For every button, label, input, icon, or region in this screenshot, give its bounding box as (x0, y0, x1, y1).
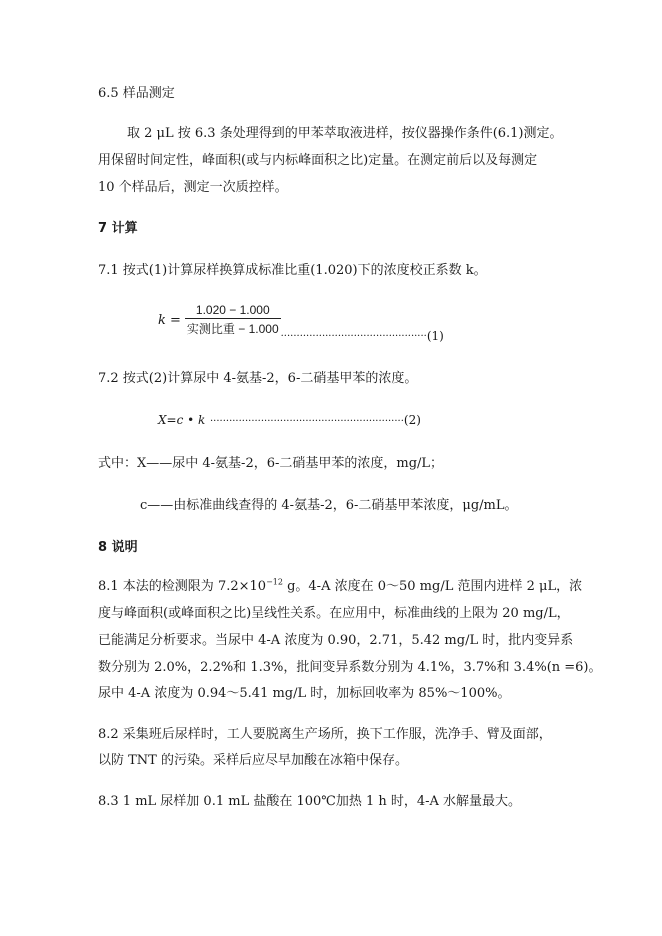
equation-1-leader-dots: ·············································· (280, 331, 427, 342)
equation-2-expression: X=c • k (158, 413, 206, 427)
equation-2-leader-dots: ····························································· (210, 416, 404, 427)
clause-8-3: 8.3 1 mL 尿样加 0.1 mL 盐酸在 100℃加热 1 h 时，4-A 水解量最大。 (98, 794, 522, 809)
clause-8-1-text: 8.1 本法的检测限为 7.2×10 (98, 579, 267, 594)
paragraph-line: 以防 TNT 的污染。采样后应尽早加酸在冰箱中保存。 (98, 753, 408, 768)
equation-1-numerator: 1.020 − 1.000 (185, 303, 281, 319)
section-7-heading: 7 计算 (98, 221, 138, 236)
section-6-5-heading: 6.5 样品测定 (98, 86, 175, 101)
paragraph-line: 尿中 4-A 浓度为 0.94～5.41 mg/L 时，加标回收率为 85%～100%。 (98, 686, 511, 701)
equation-2-number: (2) (403, 413, 421, 427)
paragraph-line: 已能满足分析要求。当尿中 4-A 浓度为 0.90，2.71，5.42 mg/L 时，批内变异系 (98, 633, 574, 648)
equation-1-fraction (185, 303, 281, 337)
clause-7-2: 7.2 按式(2)计算尿中 4-氨基-2，6-二硝基甲苯的浓度。 (98, 371, 418, 386)
clause-8-1-line (98, 579, 582, 595)
detection-limit-exponent: −12 (266, 577, 283, 587)
where-clause-c: c——由标准曲线查得的 4-氨基-2，6-二硝基甲苯浓度，μg/mL。 (140, 498, 518, 513)
clause-8-2-line: 8.2 采集班后尿样时，工人要脱离生产场所，换下工作服，洗净手、臂及面部， (98, 727, 552, 742)
paragraph-line: 10 个样品后，测定一次质控样。 (98, 180, 288, 195)
clause-7-1: 7.1 按式(1)计算尿样换算成标准比重(1.020)下的浓度校正系数 k。 (98, 263, 487, 278)
equation-1-denominator: 实测比重 − 1.000 (186, 322, 279, 336)
clause-8-1-text: g。4-A 浓度在 0～50 mg/L 范围内进样 2 μL，浓 (282, 579, 583, 594)
equation-2 (158, 413, 421, 428)
equation-1 (158, 303, 444, 343)
paragraph-line: 度与峰面积(或峰面积之比)呈线性关系。在应用中，标准曲线的上限为 20 mg/L， (98, 606, 570, 621)
paragraph-line: 用保留时间定性，峰面积(或与内标峰面积之比)定量。在测定前后以及每测定 (98, 153, 538, 168)
equation-1-lhs: k = (158, 312, 181, 328)
section-8-heading: 8 说明 (98, 540, 138, 555)
paragraph-line: 取 2 μL 按 6.3 条处理得到的甲苯萃取液进样，按仪器操作条件(6.1)测定。 (127, 126, 563, 141)
paragraph-line: 数分别为 2.0%，2.2%和 1.3%，批间变异系数分别为 4.1%，3.7%和 3.4%(n =6)。 (98, 660, 602, 675)
where-clause-x: 式中：X——尿中 4-氨基-2，6-二硝基甲苯的浓度，mg/L； (98, 456, 444, 471)
equation-1-number: (1) (426, 329, 444, 343)
